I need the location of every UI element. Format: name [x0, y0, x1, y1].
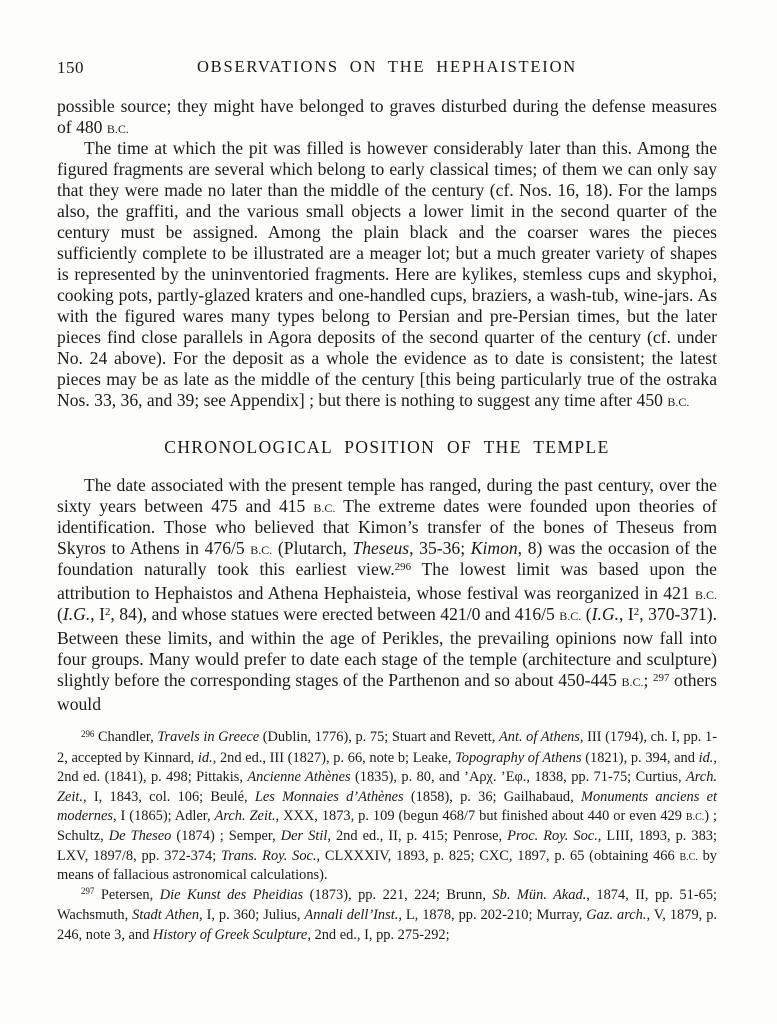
- footnote-296: $^{296}$ Chandler, Travels in Greece (Dublin, 1776), p. 75; Stuart and Revett, Ant. of Athens, III (1794), ch. I, pp. 1-2, accepted by Kinnard, id., 2nd ed., III (1827), p. 66, note b; Leake, Topography of Athens (1821), p. 394, and id., 2nd ed. (1841), p. 498; Pittakis, Ancienne Athènes (1835), p. 80, and ’Αρχ. ’Εφ., 1838, pp. 71-75; Curtius, Arch. Zeit., I, 1843, col. 106; Beulé, Les Monnaies d’Athènes (1858), p. 36; Gailhabaud, Monuments anciens et modernes, I (1865); Adler, Arch. Zeit., XXX, 1873, p. 109 (begun 468/7 but finished about 440 or even 429 B.C.) ; Schultz, De Theseo (1874) ; Semper, Der Stil, 2nd ed., II, p. 415; Penrose, Proc. Roy. Soc., LIII, 1893, p. 383; LXV, 1897/8, pp. 372-374; Trans. Roy. Soc., CLXXXIV, 1893, p. 825; CXC, 1897, p. 65 (obtaining 466 B.C. by means of fallacious astronomical calculations).: [57, 728, 718, 884]
- section-heading: CHRONOLOGICAL POSITION OF THE TEMPLE: [164, 437, 610, 457]
- page-content: [57, 57, 717, 946]
- body-paragraph-2: The time at which the pit was filled is however considerably later than this. Among the figured fragments are several which belong to early classical times; of them we can only say that they were made no later than the middle of the century (cf. Nos. 16, 18). For the lamps also, the graffiti, and the various small objects a lower limit in the second quarter of the century must be assigned. Among the plain black and the coarser wares the pieces sufficiently complete to be illustrated are a meager lot; but a much greater variety of shapes is represented by the uninventoried fragments. Here are kylikes, stemless cups and skyphoi, cooking pots, partly-glazed kraters and one-handled cups, braziers, a wash-tub, wine-jars. As with the figured wares many types belong to Persian and pre-Persian times, but the later pieces find close parallels in Agora deposits of the second quarter of the century (cf. under No. 24 above). For the deposit as a whole the evidence as to date is consistent; the latest pieces may be as late as the middle of the century [this being particularly true of the ostraka Nos. 33, 36, and 39; see Appendix] ; but there is nothing to suggest any time after 450 B.C.: [57, 138, 717, 410]
- footnotes-block: [57, 728, 717, 946]
- footnote-297: $^{297}$ Petersen, Die Kunst des Pheidias (1873), pp. 221, 224; Brunn, Sb. Mün. Akad., 1874, II, pp. 51-65; Wachsmuth, Stadt Athen, I, p. 360; Julius, Annali dell’Inst., L, 1878, pp. 202-210; Murray, Gaz. arch., V, 1879, p. 246, note 3, and History of Greek Sculpture, 2nd ed., I, pp. 275-292;: [57, 886, 718, 943]
- running-title: OBSERVATIONS ON THE HEPHAISTEION: [196, 57, 578, 76]
- page-number: 150: [57, 58, 84, 77]
- body-text: [57, 96, 717, 715]
- body-paragraph-3: The date associated with the present temple has ranged, during the past century, over the sixty years between 475 and 415 B.C. The extreme dates were founded upon theories of identification. Those who believed that Kimon’s transfer of the bones of Theseus from Skyros to Athens in 476/5 B.C. (Plutarch, Theseus, 35-36; Kimon, 8) was the occasion of the foundation naturally took this earliest view.$^{296}$ The lowest limit was based upon the attribution to Hephaistos and Athena Hephaisteia, whose festival was reorganized in 421 B.C. (I.G., $I^2$, 84), and whose statues were erected between 421/0 and 416/5 B.C. (I.G., $I^2$, 370-371). Between these limits, and within the age of Perikles, the prevailing opinions now fall into four groups. Many would prefer to date each stage of the temple (architecture and sculpture) slightly before the corresponding stages of the Parthenon and so about 450-445 B.C.; $^{297}$ others would: [57, 475, 718, 714]
- page-header: [57, 57, 717, 78]
- body-paragraph-1: possible source; they might have belonged to graves disturbed during the defense measures of 480 B.C.: [57, 96, 717, 137]
